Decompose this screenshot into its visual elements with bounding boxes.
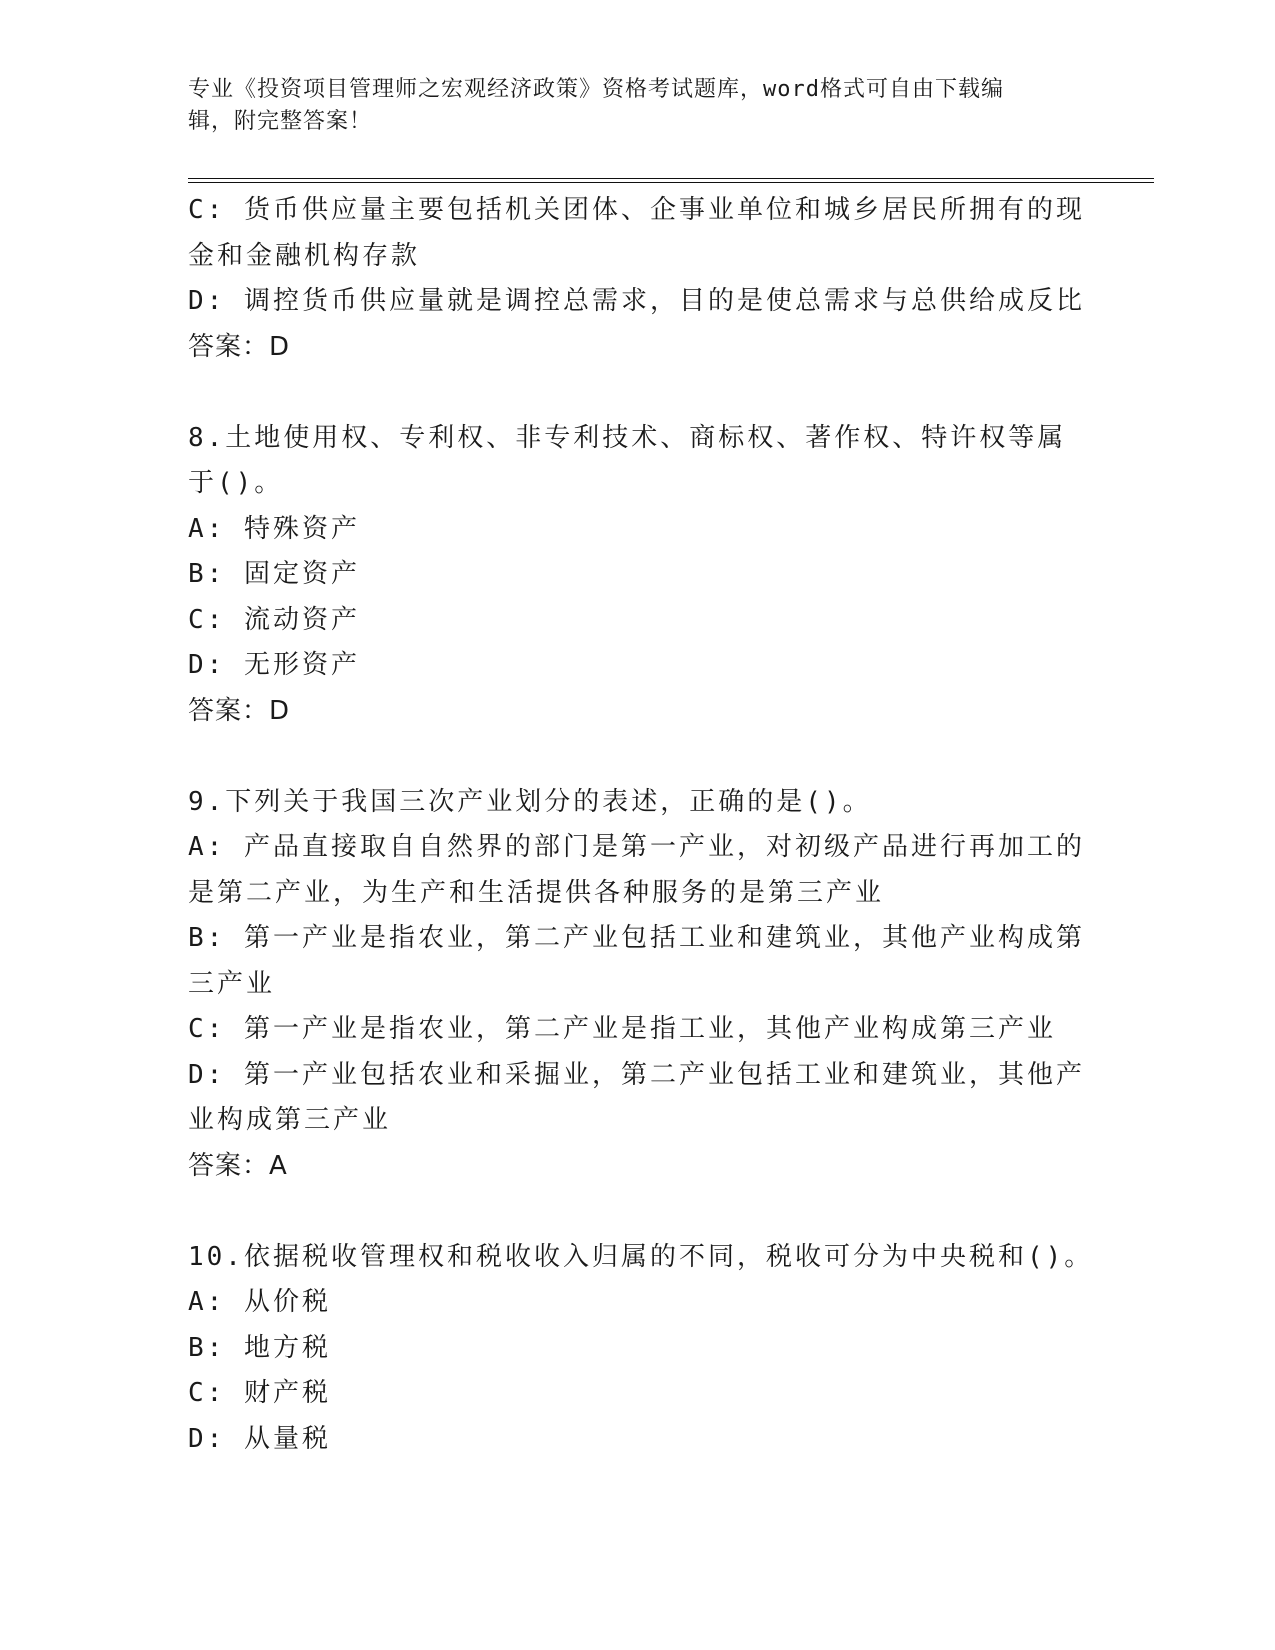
option-a-continued: 是第二产业，为生产和生活提供各种服务的是第三产业 bbox=[188, 877, 885, 908]
option-c: C: 财产税 bbox=[188, 1378, 331, 1408]
question-10 bbox=[188, 1235, 1094, 1463]
option-d: D: 第一产业包括农业和采掘业，第二产业包括工业和建筑业，其他产 bbox=[188, 1059, 1085, 1090]
header-line: 辑，附完整答案！ bbox=[188, 109, 373, 134]
question-list bbox=[188, 188, 1094, 1462]
option-b: B: 第一产业是指农业，第二产业包括工业和建筑业，其他产业构成第 bbox=[188, 923, 1085, 953]
question-8 bbox=[188, 416, 1088, 735]
option-a: A: 从价税 bbox=[188, 1287, 331, 1317]
option-a: A: 特殊资产 bbox=[188, 513, 360, 544]
question-9 bbox=[188, 780, 1088, 1190]
page-header bbox=[188, 74, 1068, 138]
header-line: 专业《投资项目管理师之宏观经济政策》资格考试题库，word格式可自由下载编 bbox=[188, 77, 1004, 102]
question-7 bbox=[188, 188, 1088, 370]
question-stem-continued: 于()。 bbox=[188, 468, 284, 498]
answer: 答案：A bbox=[188, 1150, 288, 1181]
option-a: A: 产品直接取自自然界的部门是第一产业，对初级产品进行再加工的 bbox=[188, 832, 1085, 862]
answer: 答案：D bbox=[188, 331, 291, 362]
option-d-continued: 业构成第三产业 bbox=[188, 1105, 392, 1135]
question-stem: 10.依据税收管理权和税收收入归属的不同，税收可分为中央税和()。 bbox=[188, 1241, 1094, 1272]
question-stem: 9.下列关于我国三次产业划分的表述，正确的是()。 bbox=[188, 786, 872, 817]
option-c: C: 流动资产 bbox=[188, 604, 360, 635]
answer: 答案：D bbox=[188, 695, 291, 726]
option-d: D: 从量税 bbox=[188, 1423, 331, 1454]
option-c-continued: 金和金融机构存款 bbox=[188, 240, 421, 271]
option-c: C: 第一产业是指农业，第二产业是指工业，其他产业构成第三产业 bbox=[188, 1014, 1056, 1044]
header-divider bbox=[188, 178, 1154, 183]
option-b-continued: 三产业 bbox=[188, 968, 276, 999]
option-b: B: 地方税 bbox=[188, 1332, 331, 1363]
option-d: D: 无形资产 bbox=[188, 650, 360, 680]
question-stem: 8.土地使用权、专利权、非专利技术、商标权、著作权、特许权等属 bbox=[188, 422, 1067, 453]
option-d: D: 调控货币供应量就是调控总需求，目的是使总需求与总供给成反比 bbox=[188, 286, 1085, 316]
option-c: C: 货币供应量主要包括机关团体、企事业单位和城乡居民所拥有的现 bbox=[188, 195, 1085, 225]
option-b: B: 固定资产 bbox=[188, 559, 360, 589]
